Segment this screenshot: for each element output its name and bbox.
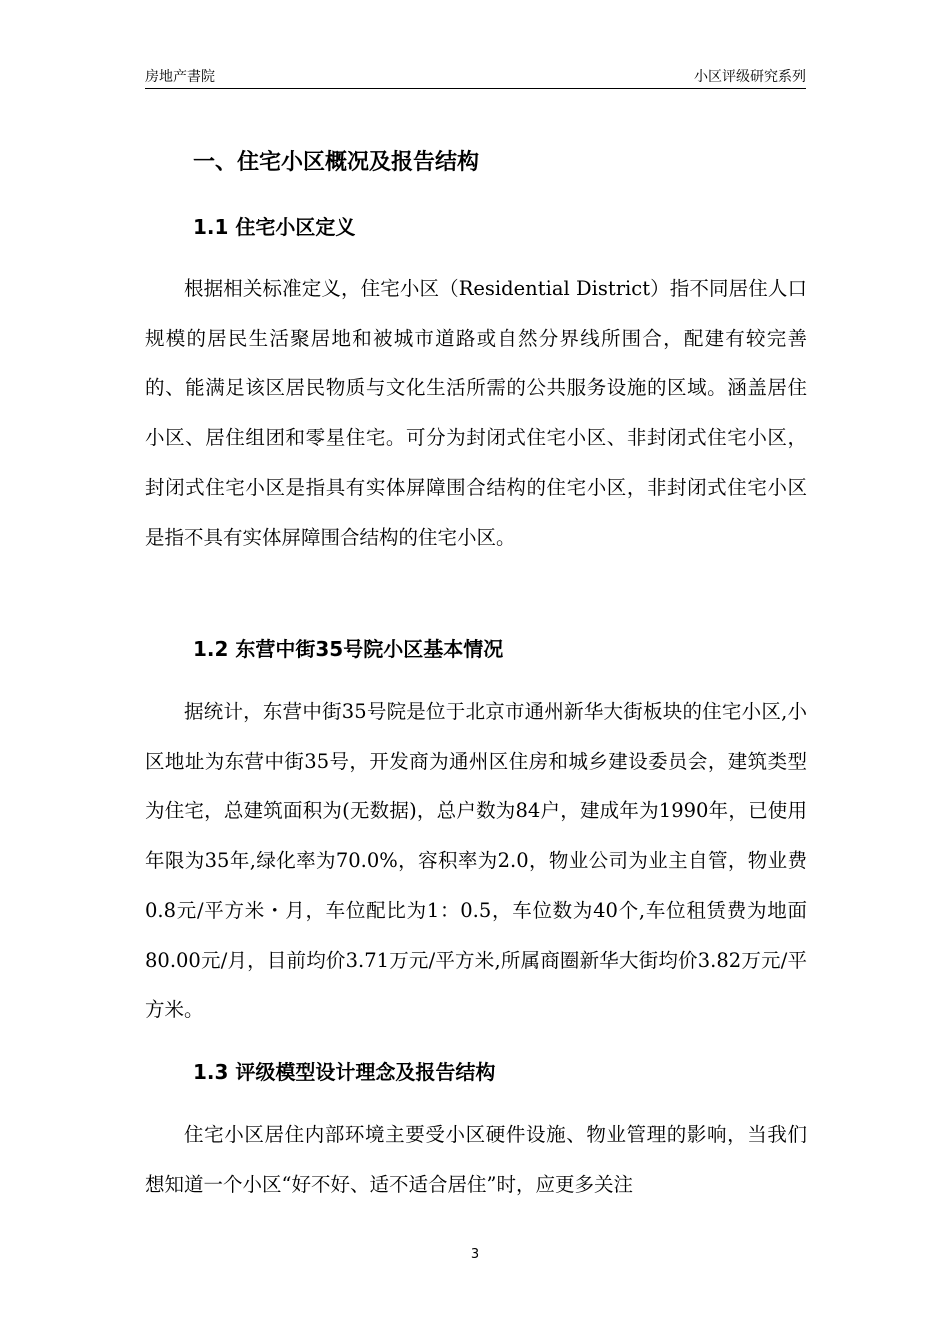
section-title-1-2: 1.2 东营中街35号院小区基本情况 [193,637,504,661]
header-left-text: 房地产書院 [145,69,215,85]
page-number: 3 [470,1247,480,1262]
section-title-1-3: 1.3 评级模型设计理念及报告结构 [193,1060,496,1084]
header-right-text: 小区评级研究系列 [694,69,806,85]
section-body-1-3: 住宅小区居住内部环境主要受小区硬件设施、物业管理的影响，当我们想知道一个小区“好不好、适不适合居住”时，应更多关注 [145,1123,807,1196]
section-body-1-2: 据统计，东营中街35号院是位于北京市通州新华大街板块的住宅小区,小区地址为东营中街35号，开发商为通州区住房和城乡建设委员会，建筑类型为住宅，总建筑面积为(无数据)，总户数为84户，建成年为1990年，已使用年限为35年,绿化率为70.0%，容积率为2.0，物业公司为业主自管，物业费0.8元/平方米・月，车位配比为1：0.5，车位数为40个,车位租赁费为地面80.00元/月，目前均价3.71万元/平方米,所属商圈新华大街均价3.82万元/平方米。 [145,700,807,1022]
page-header [145,66,806,89]
section-body-1-1: 根据相关标准定义，住宅小区（Residential District）指不同居住人口规模的居民生活聚居地和被城市道路或自然分界线所围合，配建有较完善的、能满足该区居民物质与文化生活所需的公共服务设施的区域。涵盖居住小区、居住组团和零星住宅。可分为封闭式住宅小区、非封闭式住宅小区，封闭式住宅小区是指具有实体屏障围合结构的住宅小区，非封闭式住宅小区是指不具有实体屏障围合结构的住宅小区。 [145,277,807,549]
chapter-title: 一、住宅小区概况及报告结构 [193,150,480,175]
section-title-1-1: 1.1 住宅小区定义 [193,215,356,239]
